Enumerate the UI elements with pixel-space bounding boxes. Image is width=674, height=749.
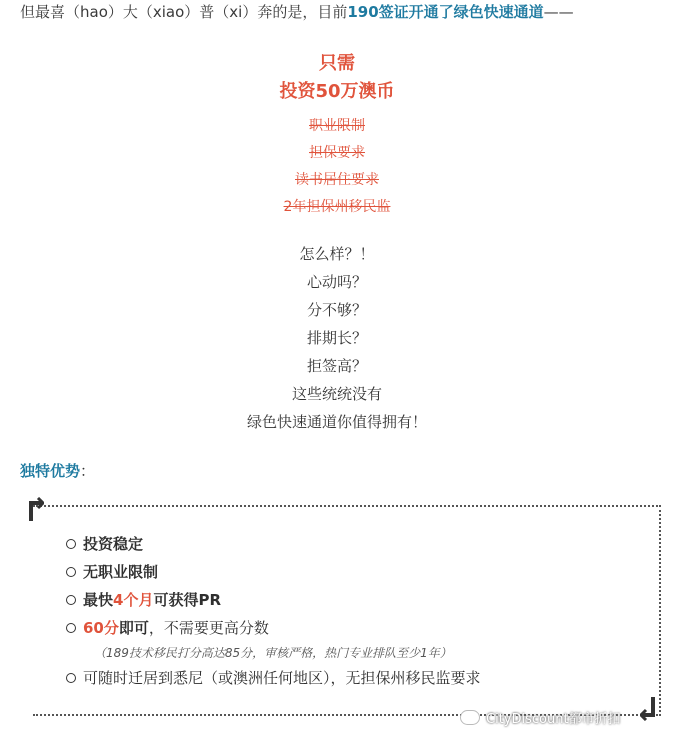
- intro-line: [20, 2, 574, 22]
- question-line: 排期长？: [306, 329, 367, 347]
- list-item: [66, 664, 656, 692]
- question-line: 拒签高？: [306, 357, 367, 375]
- advantage-text: 投资稳定: [83, 535, 144, 553]
- list-item: [66, 614, 656, 642]
- offer-line-2: 投资50万澳币: [279, 81, 395, 102]
- offer-line-1: 只需: [319, 53, 355, 74]
- corner-arrow-icon: [640, 695, 656, 721]
- advantage-text: 可随时迁居到悉尼: [83, 669, 204, 687]
- watermark: [460, 708, 621, 727]
- corner-arrow-icon: [28, 497, 44, 523]
- bullet-icon: [66, 595, 76, 605]
- struck-item: 读书居住要求: [295, 172, 379, 188]
- list-item: [66, 530, 656, 558]
- question-line: 分不够？: [306, 301, 367, 319]
- list-item: [66, 558, 656, 586]
- advantage-text: 无职业限制: [83, 563, 159, 581]
- offer-block: [0, 50, 674, 106]
- watermark-text: CityDiscount都市折扣: [486, 712, 621, 727]
- intro-highlight: 190签证开通了绿色快速通道: [347, 3, 544, 21]
- wechat-icon: [460, 710, 480, 725]
- struck-item: 2年担保州移民监: [283, 199, 391, 215]
- bullet-icon: [66, 623, 76, 633]
- question-line: 怎么样？！: [299, 245, 375, 263]
- section-heading: [20, 460, 95, 482]
- advantage-text: 即可: [118, 619, 149, 637]
- advantage-highlight: 60分: [83, 619, 119, 637]
- bullet-icon: [66, 673, 76, 683]
- section-title: 独特优势: [20, 462, 81, 480]
- question-line: 这些统统没有: [291, 385, 382, 403]
- bullet-icon: [66, 567, 76, 577]
- section-colon: ：: [80, 462, 96, 480]
- bullet-icon: [66, 539, 76, 549]
- struck-list: [0, 113, 674, 221]
- intro-prefix: 但最喜（hao）大（xiao）普（xi）奔的是，目前: [20, 3, 348, 21]
- advantage-text: 可获得PR: [153, 591, 221, 609]
- list-item: [66, 586, 656, 614]
- questions-list: [0, 240, 674, 436]
- advantages-list: [66, 530, 656, 692]
- advantage-note: （189技术移民打分高达85分，审核严格，热门专业排队至少1年）: [94, 646, 452, 660]
- struck-item: 担保要求: [309, 145, 365, 161]
- advantage-text: （或澳洲任何地区），无担保州移民监要求: [203, 669, 481, 687]
- advantage-text: 最快: [83, 591, 114, 609]
- question-line: 心动吗？: [306, 273, 367, 291]
- intro-suffix: ——: [543, 3, 574, 21]
- struck-item: 职业限制: [309, 118, 365, 134]
- advantage-text: ，不需要更高分数: [148, 619, 269, 637]
- advantage-highlight: 4个月: [113, 591, 154, 609]
- question-line: 绿色快速通道你值得拥有！: [246, 413, 427, 431]
